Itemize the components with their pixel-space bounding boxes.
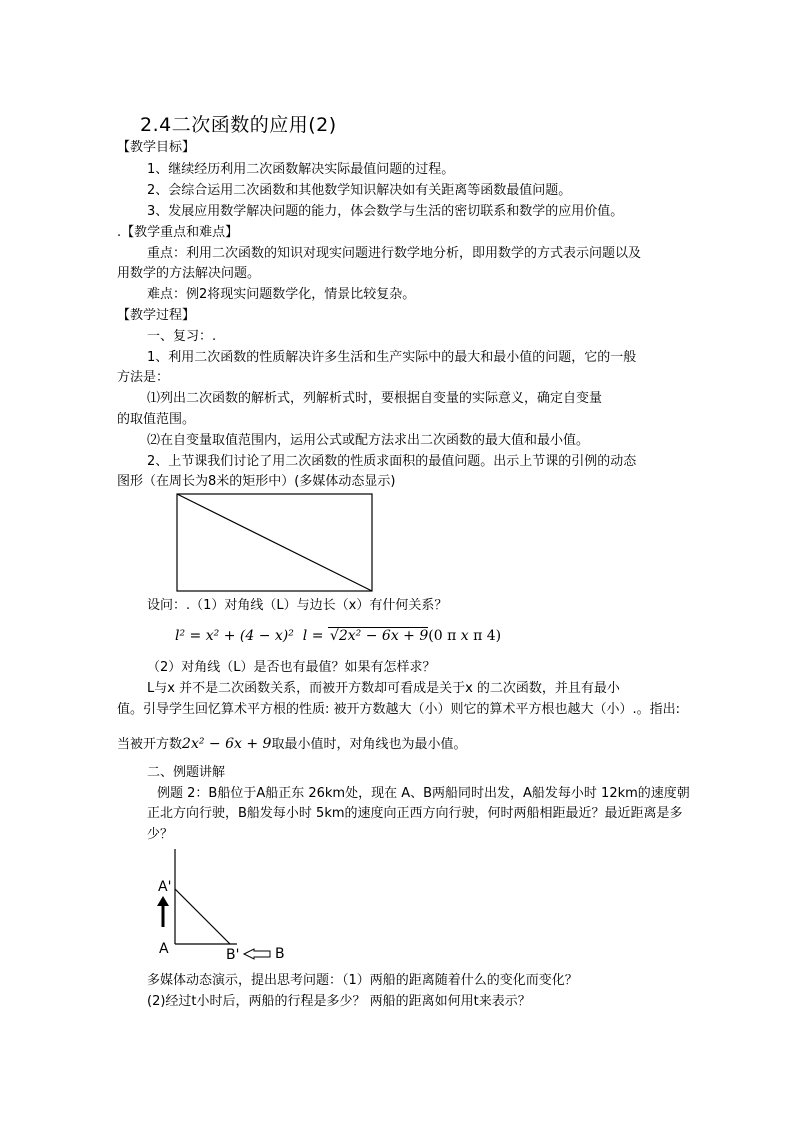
review-text: 方法是： — [117, 370, 170, 385]
review-text: 2、上节课我们讨论了用二次函数的性质求面积的最值问题。出示上节课的引例的动态 — [147, 454, 637, 469]
question-text: 设问：.（1）对角线（L）与边长（x）有什何关系？ — [147, 598, 448, 613]
step-text: 的取值范围。 — [117, 412, 196, 427]
diagonal-formula: l² = x² + (4 − x)² l = √2x² − 6x + 9(0 π x π 4) — [175, 628, 502, 644]
review-text: 图形（在周长为8米的矩形中）(多媒体动态显示) — [117, 474, 396, 489]
keypoint-text: 重点：利用二次函数的知识对现实问题进行数学地分析，即用数学的方式表示问题以及 — [147, 246, 642, 261]
label-a-prime: A' — [158, 879, 172, 895]
difficulty-text: 难点：例2将现实问题数学化，情景比较复杂。 — [147, 287, 416, 302]
demo-text: 多媒体动态演示，提出思考问题：（1）两船的距离随着什么的变化而变化？ — [147, 973, 578, 988]
explanation-text: 当被开方数2x² − 6x + 9取最小值时，对角线也为最小值。 — [117, 736, 467, 752]
review-heading: 一、复习：. — [147, 329, 217, 344]
example-text: 正北方向行驶，B船发每小时 5km的速度向正西方向行驶，何时两船相距最近？最近距离是多 — [147, 806, 683, 821]
label-b: B — [275, 946, 285, 962]
label-b-prime: B' — [226, 947, 240, 963]
demo-text: (2)经过t小时后，两船的行程是多少？ 两船的距离如何用t来表示？ — [147, 994, 531, 1009]
keypoint-text: 用数学的方法解决问题。 — [117, 266, 261, 281]
explanation-text: 值。引导学生回忆算术平方根的性质: 被开方数越大（小）则它的算术平方根也越大（小）.。指出: — [117, 702, 681, 717]
keypoints-heading: .【教学重点和难点】 — [117, 225, 239, 240]
radicand-formula: 2x² − 6x + 9 — [182, 736, 272, 752]
objectives-heading: 【教学目标】 — [117, 140, 196, 155]
objective-item: 1、继续经历利用二次函数解决实际最值问题的过程。 — [147, 162, 455, 177]
label-a: A — [159, 941, 169, 957]
step-text: ⑵在自变量取值范围内，运用公式或配方法求出二次函数的最大值和最小值。 — [147, 433, 590, 448]
step-text: ⑴列出二次函数的解析式，列解析式时，要根据自变量的实际意义，确定自变量 — [147, 391, 603, 406]
explanation-text: L与x 并不是二次函数关系，而被开方数却可看成是关于x 的二次函数，并且有最小 — [147, 681, 620, 696]
process-heading: 【教学过程】 — [117, 308, 196, 323]
review-text: 1、利用二次函数的性质解决许多生活和生产实际中的最大和最小值的问题，它的一般 — [147, 350, 637, 365]
example-text: 少？ — [147, 827, 174, 842]
example-text: 例题 2：B船位于A船正东 26km处，现在 A、B两船同时出发，A船发每小时 12km的速度朝 — [157, 786, 690, 801]
example-heading: 二、例题讲解 — [147, 765, 226, 780]
page-title: 2.4二次函数的应用(2) — [140, 114, 337, 136]
objective-item: 2、会综合运用二次函数和其他数学知识解决如有关距离等函数最值问题。 — [147, 183, 572, 198]
question-text: （2）对角线（L）是否也有最值？如果有怎样求？ — [147, 660, 436, 675]
objective-item: 3、发展应用数学解决问题的能力，体会数学与生活的密切联系和数学的应用价值。 — [147, 204, 624, 219]
